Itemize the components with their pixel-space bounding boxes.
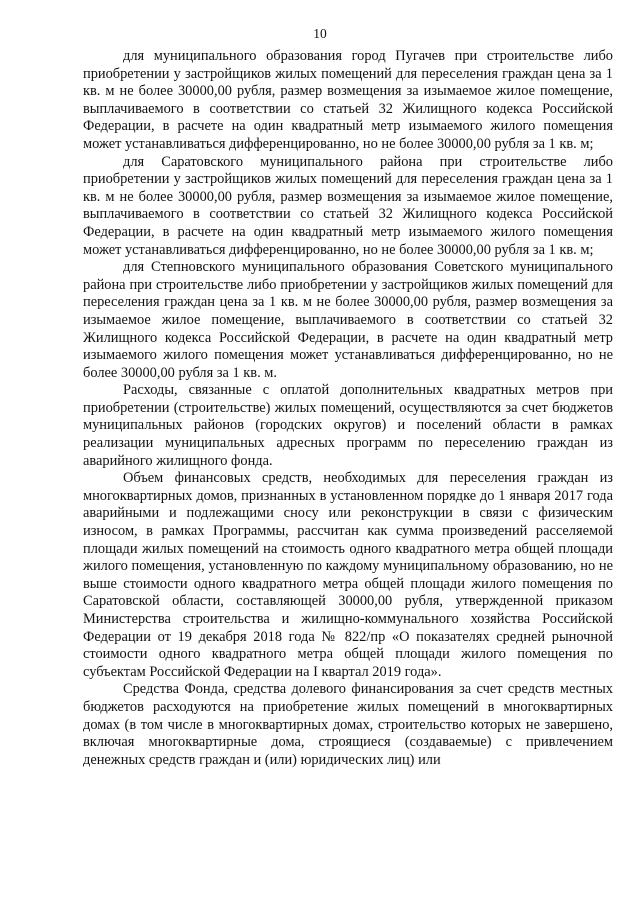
paragraph-fund-resources: Средства Фонда, средства долевого финансирования за счет средств местных бюджетов расходуются на приобретение жилых помещений в многоквартирных домах (в том числе в многоквартирных домах, строительство которых не завершено, включая многоквартирные дома, строящиеся (создаваемые) с привлечением денежных средств граждан и (или) юридических лиц) или	[83, 681, 613, 768]
paragraph-financing-volume: Объем финансовых средств, необходимых для переселения граждан из многоквартирных домов, признанных в установленном порядке до 1 января 2017 года аварийными и подлежащими сносу или реконструкции в связи с физическим износом, в рамках Программы, рассчитан как сумма произведений расселяемой площади жилых помещений на стоимость одного квадратного метра общей площади жилого помещения, установленную по каждому муниципальному образованию, но не выше стоимости одного квадратного метра общей площади жилого помещения по Саратовской области, составляющей 30000,00 рубля, утвержденной приказом Министерства строительства и жилищно-коммунального хозяйства Российской Федерации от 19 декабря 2018 года № 822/пр «О показателях средней рыночной стоимости одного квадратного метра общей площади жилого помещения по субъектам Российской Федерации на I квартал 2019 года».	[83, 470, 613, 680]
paragraph-stepnovskoe-price: для Степновского муниципального образования Советского муниципального района при строительстве либо приобретении у застройщиков жилых помещений для переселения граждан цена за 1 кв. м не более 30000,00 рубля, размер возмещения за изымаемое жилое помещение, выплачиваемого в соответствии со статьей 32 Жилищного кодекса Российской Федерации, в расчете на один квадратный метр изымаемого жилого помещения может устанавливаться дифференцированно, но не более 30000,00 рубля за 1 кв. м.	[83, 259, 613, 381]
paragraph-additional-expenses: Расходы, связанные с оплатой дополнительных квадратных метров при приобретении (строительстве) жилых помещений, осуществляются за счет бюджетов муниципальных районов (городских округов) и поселений области в рамках реализации муниципальных адресных программ по переселению граждан из аварийного жилищного фонда.	[83, 382, 613, 469]
document-body	[83, 48, 613, 769]
page-number: 10	[313, 26, 327, 41]
paragraph-pugachev-price: для муниципального образования город Пугачев при строительстве либо приобретении у застройщиков жилых помещений для переселения граждан цена за 1 кв. м не более 30000,00 рубля, размер возмещения за изымаемое жилое помещение, выплачиваемого в соответствии со статьей 32 Жилищного кодекса Российской Федерации, в расчете на один квадратный метр изымаемого жилого помещения может устанавливаться дифференцированно, но не более 30000,00 рубля за 1 кв. м;	[83, 48, 613, 152]
paragraph-saratov-district-price: для Саратовского муниципального района при строительстве либо приобретении у застройщиков жилых помещений для переселения граждан цена за 1 кв. м не более 30000,00 рубля, размер возмещения за изымаемое жилое помещение, выплачиваемого в соответствии со статьей 32 Жилищного кодекса Российской Федерации, в расчете на один квадратный метр изымаемого жилого помещения может устанавливаться дифференцированно, но не более 30000,00 рубля за 1 кв. м;	[83, 153, 613, 258]
